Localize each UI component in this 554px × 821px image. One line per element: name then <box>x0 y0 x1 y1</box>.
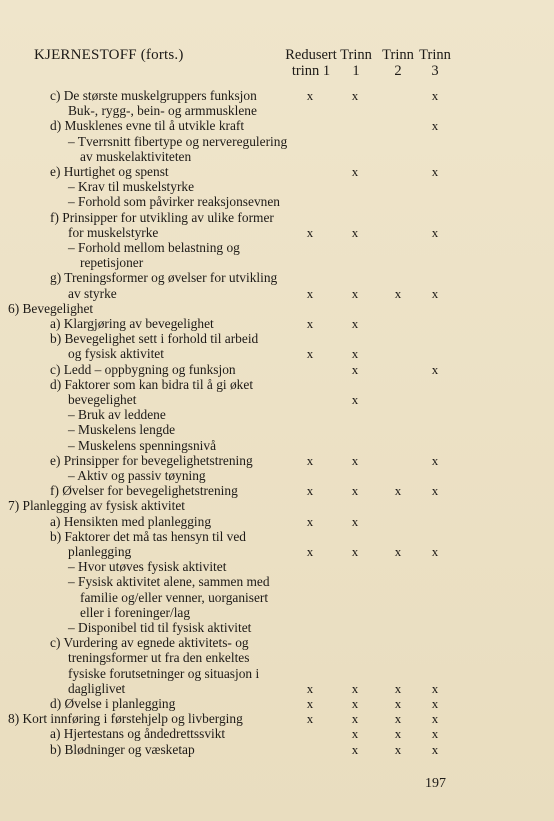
table-row <box>0 362 554 377</box>
column-header-line: trinn 1 <box>291 63 331 79</box>
row-mark: x <box>351 483 359 499</box>
row-mark: x <box>431 726 439 742</box>
row-mark: x <box>431 696 439 711</box>
row-mark: x <box>351 316 359 331</box>
row-mark: x <box>351 680 359 696</box>
row-mark: x <box>394 483 402 499</box>
row-text: – Fysisk aktivitet alene, sammen med <box>68 574 270 590</box>
row-text: 7) Planlegging av fysisk aktivitet <box>8 498 186 514</box>
row-mark: x <box>351 346 359 362</box>
row-mark: x <box>351 224 359 240</box>
row-text: – Krav til muskelstyrke <box>68 179 195 195</box>
row-text: treningsformer ut fra den enkeltes <box>68 650 250 666</box>
row-mark: x <box>306 513 314 529</box>
table-row <box>0 392 554 407</box>
table-row <box>0 726 554 741</box>
table-row <box>0 483 554 498</box>
row-text: b) Bevegelighet sett i forhold til arbeid <box>50 331 259 347</box>
row-mark: x <box>394 680 402 696</box>
section-title: KJERNESTOFF (forts.) <box>34 47 184 63</box>
row-text: e) Prinsipper for bevegelighetstrening <box>50 452 253 468</box>
row-mark: x <box>306 680 314 696</box>
row-text: b) Faktorer det må tas hensyn til ved <box>50 528 246 544</box>
row-text: d) Faktorer som kan bidra til å gi øket <box>50 376 254 392</box>
table-row <box>0 240 554 255</box>
row-mark: x <box>306 696 314 711</box>
row-mark: x <box>306 224 314 240</box>
row-text: planlegging <box>68 544 132 559</box>
row-mark: x <box>431 483 439 499</box>
row-text: 8) Kort innføring i førstehjelp og livberging <box>8 711 243 727</box>
table-row <box>0 225 554 240</box>
row-mark: x <box>306 452 314 468</box>
row-text: d) Musklenes evne til å utvikle kraft <box>50 118 245 134</box>
row-text: d) Øvelse i planlegging <box>50 696 176 711</box>
row-mark: x <box>306 346 314 362</box>
row-text: e) Hurtighet og spenst <box>50 164 169 179</box>
table-row <box>0 407 554 422</box>
row-text: og fysisk aktivitet <box>68 346 164 362</box>
row-mark: x <box>351 88 359 103</box>
row-text: a) Hensikten med planlegging <box>50 513 212 529</box>
row-text: c) Vurdering av egnede aktivitets- og <box>50 635 249 651</box>
column-header-line: 3 <box>431 63 439 79</box>
table-row <box>0 346 554 361</box>
table-row <box>0 468 554 483</box>
row-text: g) Treningsformer og øvelser for utvikling <box>50 270 278 286</box>
row-text: 6) Bevegelighet <box>8 300 94 316</box>
row-text: familie og/eller venner, uorganisert <box>80 589 269 605</box>
row-mark: x <box>351 164 359 179</box>
row-text: – Forhold mellom belastning og <box>68 240 240 255</box>
table-row <box>0 134 554 149</box>
row-mark: x <box>394 711 402 727</box>
row-text: b) Blødninger og væsketap <box>50 741 195 757</box>
table-row <box>0 194 554 209</box>
table-row <box>0 498 554 513</box>
row-text: a) Klargjøring av bevegelighet <box>50 316 214 331</box>
row-mark: x <box>431 680 439 696</box>
row-text: c) Ledd – oppbygning og funksjon <box>50 361 236 377</box>
row-text: – Tverrsnitt fibertype og nerveregulering <box>68 133 288 149</box>
column-header-line: Trinn <box>340 47 372 63</box>
table-row <box>0 574 554 589</box>
row-mark: x <box>306 711 314 727</box>
column-header-trinn-3 <box>415 47 455 79</box>
table-row <box>0 590 554 605</box>
row-mark: x <box>351 711 359 727</box>
row-text: fysiske forutsetninger og situasjon i <box>68 665 260 681</box>
table-row <box>0 681 554 696</box>
column-header-line: Redusert <box>285 47 337 63</box>
row-text: Buk-, rygg-, bein- og armmusklene <box>68 103 257 119</box>
row-text: a) Hjertestans og åndedrettssvikt <box>50 726 226 742</box>
row-text: – Disponibel tid til fysisk aktivitet <box>68 620 252 635</box>
row-mark: x <box>351 544 359 559</box>
table-row <box>0 255 554 270</box>
row-text: – Forhold som påvirker reaksjonsevnen <box>68 194 280 210</box>
table-row <box>0 179 554 194</box>
row-text: – Bruk av leddene <box>68 407 166 423</box>
column-header-trinn-1 <box>336 47 376 79</box>
row-mark: x <box>431 452 439 468</box>
row-mark: x <box>431 711 439 727</box>
table-row <box>0 118 554 133</box>
column-header-trinn-2 <box>378 47 418 79</box>
table-row <box>0 529 554 544</box>
row-mark: x <box>351 285 359 301</box>
column-header-line: 2 <box>394 63 402 79</box>
row-mark: x <box>306 544 314 559</box>
table-row <box>0 286 554 301</box>
table-row <box>0 635 554 650</box>
row-mark: x <box>306 316 314 331</box>
row-mark: x <box>306 88 314 103</box>
row-mark: x <box>351 361 359 377</box>
row-mark: x <box>351 452 359 468</box>
row-mark: x <box>351 696 359 711</box>
row-mark: x <box>306 285 314 301</box>
row-mark: x <box>431 224 439 240</box>
row-text: f) Øvelser for bevegelighetstrening <box>50 483 238 499</box>
column-header-redusert <box>282 47 340 79</box>
table-row <box>0 742 554 757</box>
row-mark: x <box>431 544 439 559</box>
row-mark: x <box>306 483 314 499</box>
table-row <box>0 711 554 726</box>
table-row <box>0 316 554 331</box>
column-header-line: Trinn <box>419 47 451 63</box>
page-number: 197 <box>425 776 446 791</box>
row-mark: x <box>351 513 359 529</box>
table-row <box>0 331 554 346</box>
row-mark: x <box>431 164 439 179</box>
row-mark: x <box>431 88 439 103</box>
column-header-line: Trinn <box>382 47 414 63</box>
row-text: – Muskelens lengde <box>68 422 176 438</box>
table-row <box>0 559 554 574</box>
row-text: – Hvor utøves fysisk aktivitet <box>68 559 227 575</box>
table-row <box>0 605 554 620</box>
table-row <box>0 544 554 559</box>
table-row <box>0 210 554 225</box>
table-row <box>0 88 554 103</box>
table-row <box>0 696 554 711</box>
row-mark: x <box>431 118 439 134</box>
row-mark: x <box>394 544 402 559</box>
row-mark: x <box>394 285 402 301</box>
row-mark: x <box>431 741 439 757</box>
row-text: av styrke <box>68 285 117 301</box>
row-mark: x <box>394 696 402 711</box>
row-text: bevegelighet <box>68 392 137 407</box>
table-row <box>0 650 554 665</box>
row-mark: x <box>351 392 359 407</box>
row-text: f) Prinsipper for utvikling av ulike former <box>50 209 274 225</box>
row-text: – Aktiv og passiv tøyning <box>68 468 206 483</box>
table-row <box>0 270 554 285</box>
table-row <box>0 453 554 468</box>
row-text: for muskelstyrke <box>68 224 159 240</box>
table-row <box>0 103 554 118</box>
row-mark: x <box>431 361 439 377</box>
row-mark: x <box>431 285 439 301</box>
row-text: eller i foreninger/lag <box>80 604 191 620</box>
table-row <box>0 666 554 681</box>
table-row <box>0 422 554 437</box>
row-text: – Muskelens spenningsnivå <box>68 437 217 453</box>
row-text: repetisjoner <box>80 255 144 271</box>
table-row <box>0 301 554 316</box>
row-mark: x <box>394 726 402 742</box>
row-mark: x <box>351 741 359 757</box>
table-row <box>0 514 554 529</box>
table-row <box>0 149 554 164</box>
table-row <box>0 620 554 635</box>
row-mark: x <box>351 726 359 742</box>
row-text: c) De største muskelgruppers funksjon <box>50 88 257 103</box>
row-text: dagliglivet <box>68 680 126 696</box>
row-text: av muskelaktiviteten <box>80 148 192 164</box>
table-row <box>0 438 554 453</box>
table-row <box>0 377 554 392</box>
column-header-line: 1 <box>352 63 360 79</box>
table-row <box>0 164 554 179</box>
row-mark: x <box>394 741 402 757</box>
